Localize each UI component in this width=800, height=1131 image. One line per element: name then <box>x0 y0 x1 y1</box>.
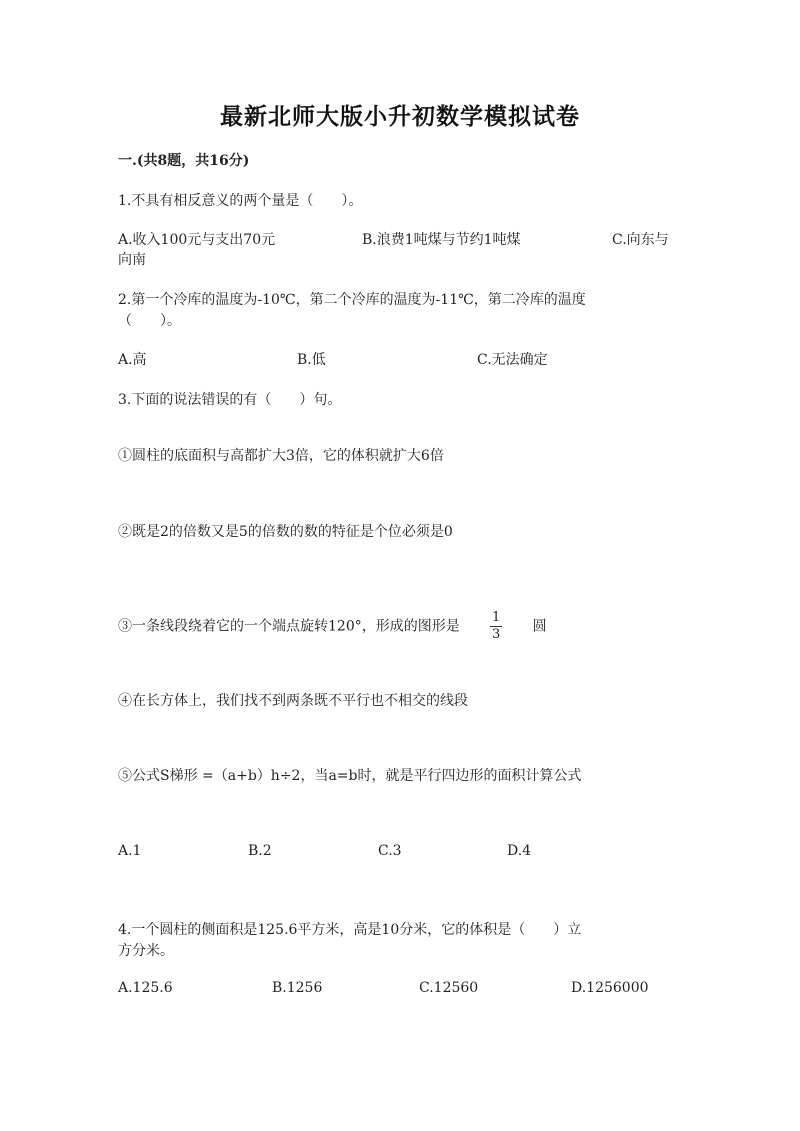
q3-option-b: B.2 <box>248 843 272 859</box>
fraction-denominator: 3 <box>492 627 501 642</box>
q4-stem-line1: 4.一个圆柱的侧面积是125.6平方米，高是10分米，它的体积是（ ）立 <box>118 922 582 938</box>
q3-stem: 3.下面的说法错误的有（ ）句。 <box>118 392 342 408</box>
q4-option-c: C.12560 <box>419 980 479 996</box>
q1-option-b: B.浪费1吨煤与节约1吨煤 <box>362 232 521 248</box>
q4-stem-line2: 方分米。 <box>118 943 174 959</box>
q3-statement-1: ①圆柱的底面积与高都扩大3倍，它的体积就扩大6倍 <box>118 448 444 464</box>
page-title: 最新北师大版小升初数学模拟试卷 <box>220 103 580 130</box>
q3-option-a: A.1 <box>118 843 142 859</box>
q2-option-a: A.高 <box>118 352 147 368</box>
q3-statement-3-end: 圆 <box>532 618 547 635</box>
fraction-numerator: 1 <box>492 610 501 625</box>
section-heading: 一.(共8题，共16分) <box>118 153 250 169</box>
q1-option-a: A.收入100元与支出70元 <box>118 232 276 248</box>
q2-stem-line2: （ ）。 <box>118 313 181 329</box>
q1-option-c-wrap: 向南 <box>118 252 146 268</box>
q4-option-b: B.1256 <box>272 980 323 996</box>
q3-option-d: D.4 <box>507 843 532 859</box>
q1-stem: 1.不具有相反意义的两个量是（ ）。 <box>118 193 363 209</box>
q3-statement-2: ②既是2的倍数又是5的倍数的数的特征是个位必须是0 <box>118 524 453 540</box>
q2-option-c: C.无法确定 <box>477 352 548 368</box>
q1-option-c: C.向东与 <box>612 232 669 248</box>
q2-option-b: B.低 <box>297 352 326 368</box>
q3-statement-3-text: ③一条线段绕着它的一个端点旋转120°，形成的图形是 <box>118 618 460 635</box>
q2-stem-line1: 2.第一个冷库的温度为-10℃，第二个冷库的温度为-11℃，第二冷库的温度 <box>118 292 586 308</box>
q3-statement-3 <box>118 611 547 642</box>
q3-statement-5: ⑤公式S梯形 =（a+b）h÷2，当a=b时，就是平行四边形的面积计算公式 <box>118 768 582 784</box>
q3-option-c: C.3 <box>378 843 402 859</box>
q4-option-d: D.1256000 <box>571 980 649 996</box>
fraction-one-third <box>490 611 502 642</box>
q3-statement-4: ④在长方体上，我们找不到两条既不平行也不相交的线段 <box>118 693 468 709</box>
q4-option-a: A.125.6 <box>118 980 173 996</box>
